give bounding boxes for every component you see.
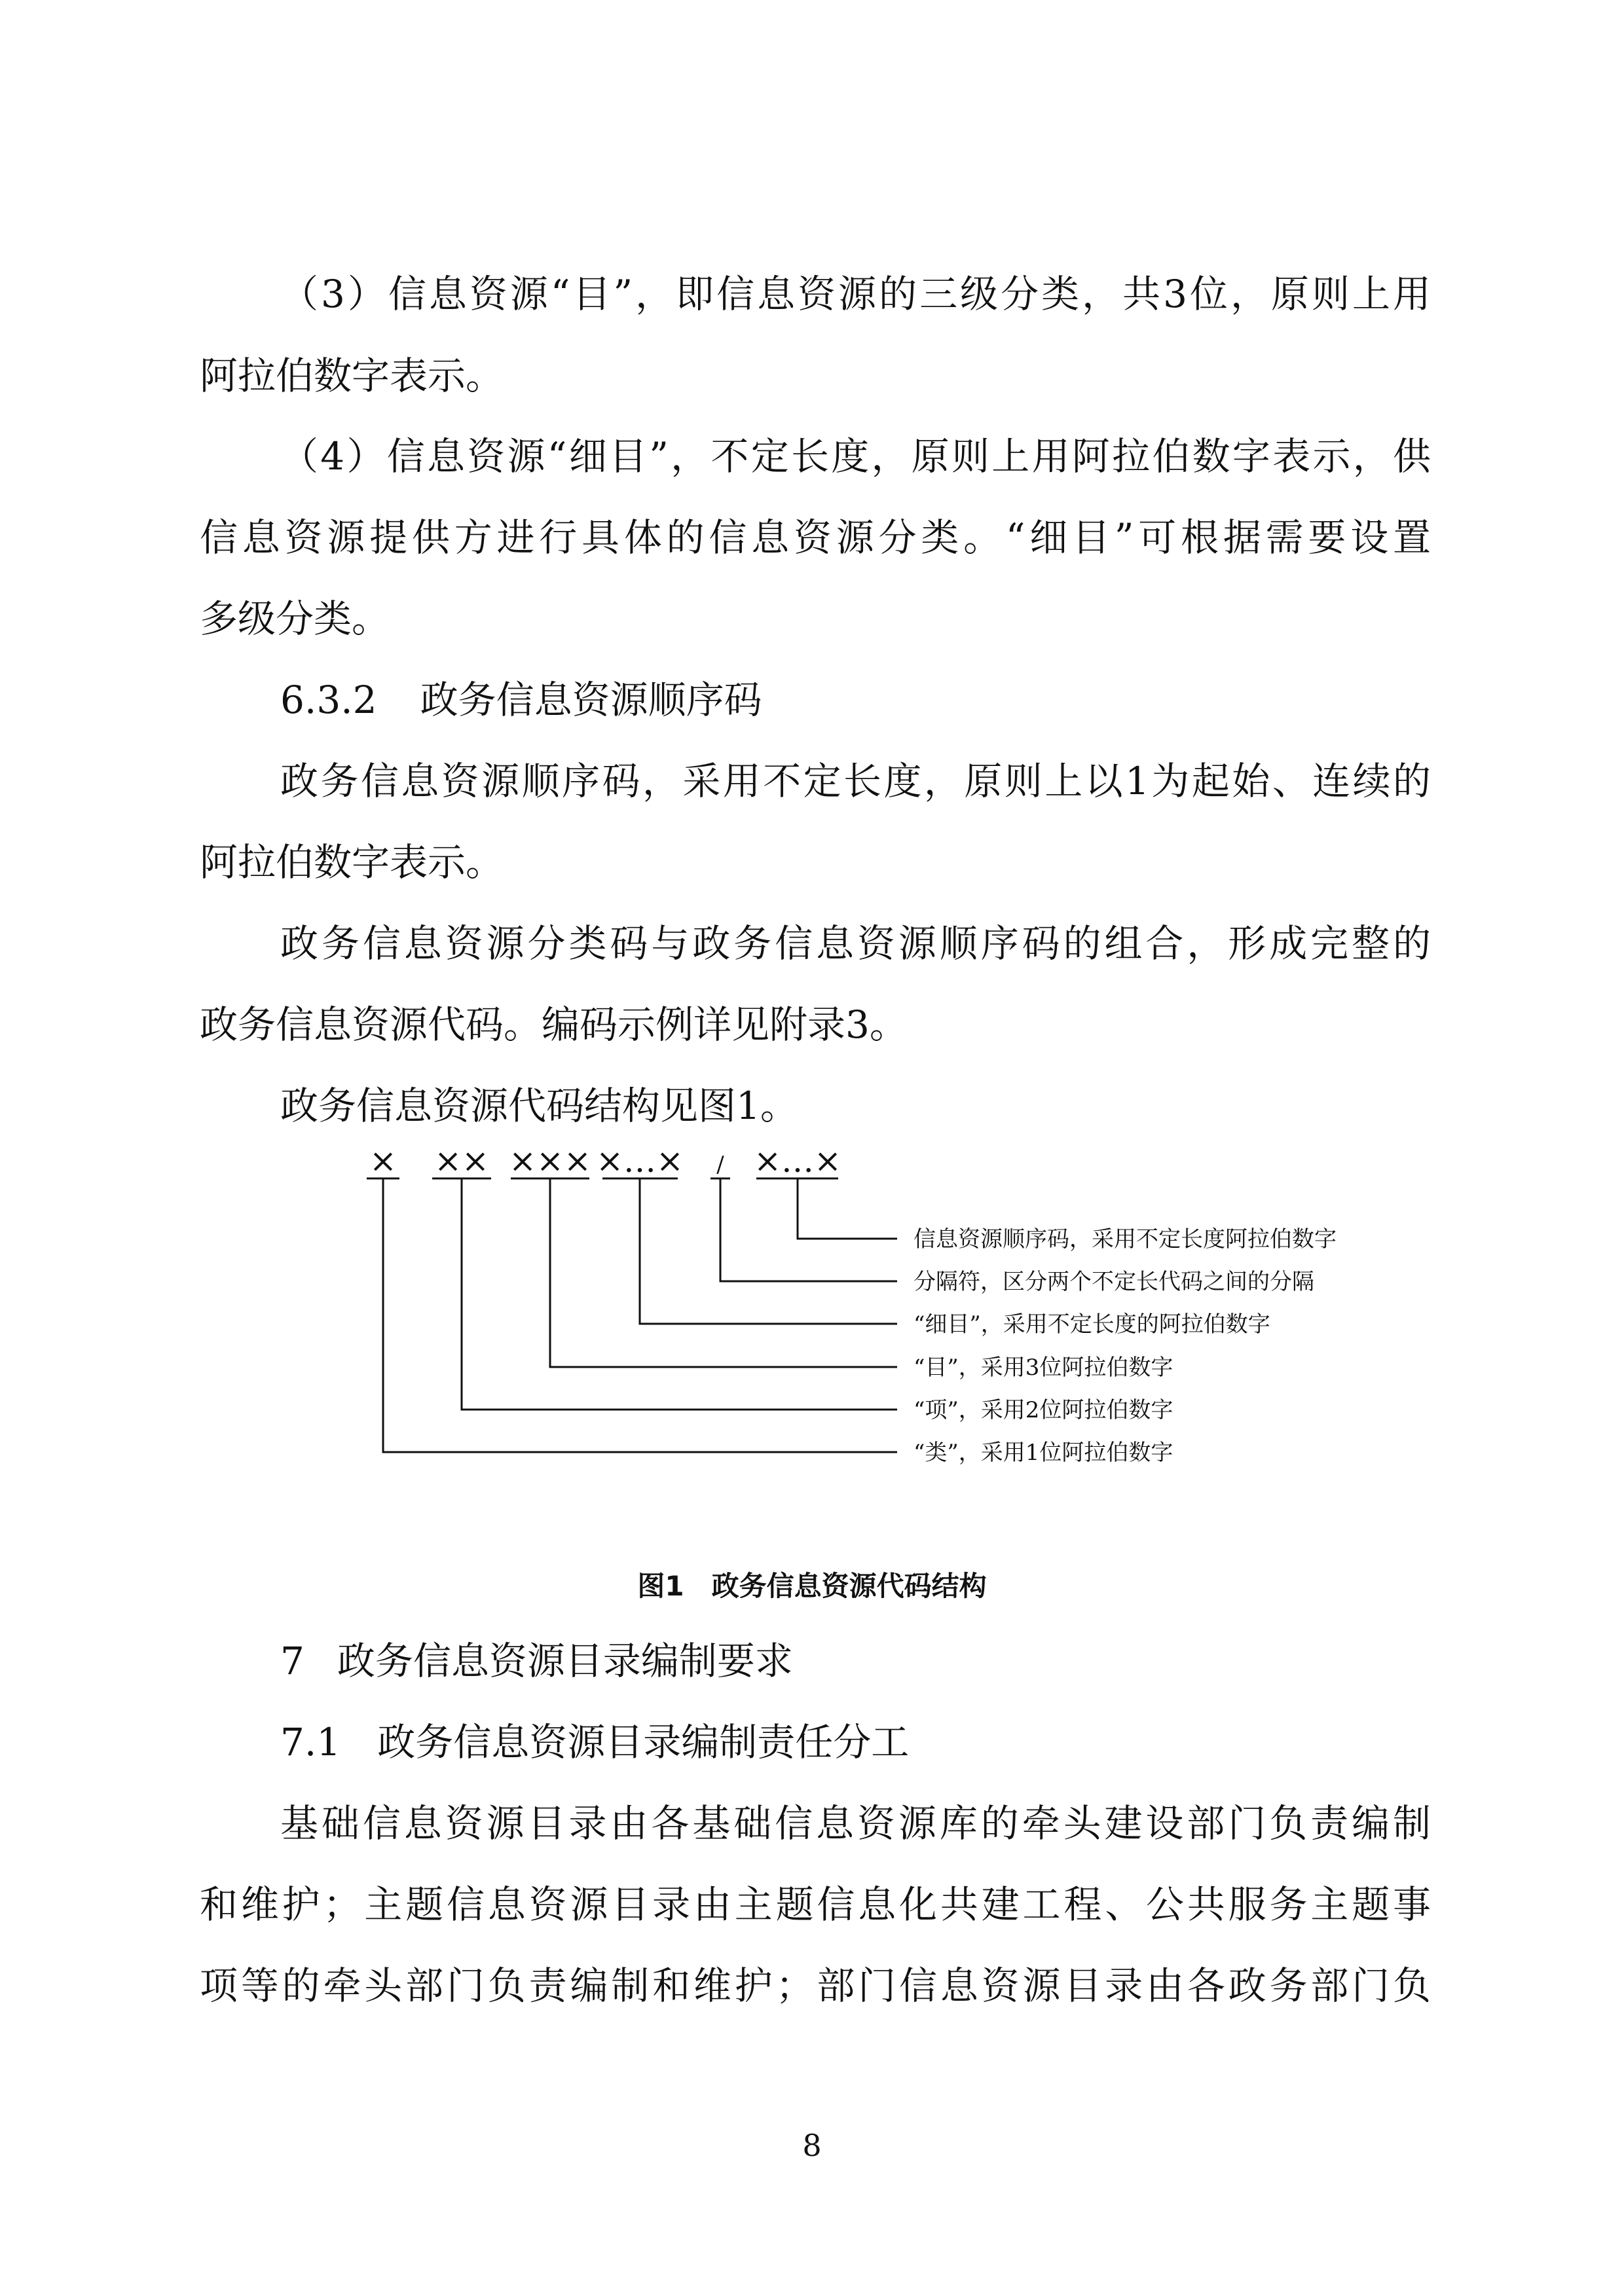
paragraph-line: （4）信息资源“细目”，不定长度，原则上用阿拉伯数字表示，供 [280, 434, 1431, 479]
figure-caption: 图1 政务信息资源代码结构 [637, 1570, 987, 1602]
figure-reference: 政务信息资源代码结构见图1。 [280, 1084, 798, 1128]
connector-line [550, 1178, 897, 1367]
code-structure-diagram [367, 1126, 1414, 1480]
code-class: × [369, 1142, 397, 1180]
diagram-label: 信息资源顺序码，采用不定长度阿拉伯数字 [913, 1226, 1337, 1252]
section-number: 7.1 [280, 1720, 341, 1764]
paragraph-line: 信息资源提供方进行具体的信息资源分类。“细目”可根据需要设置 [200, 515, 1431, 560]
section-number: 7 [280, 1639, 304, 1683]
diagram-label: “细目”，采用不定长度的阿拉伯数字 [913, 1311, 1270, 1338]
code-sequence: ×…× [754, 1142, 841, 1180]
connector-line [640, 1178, 897, 1324]
section-title: 政务信息资源目录编制要求 [337, 1639, 793, 1683]
diagram-label: “类”，采用1位阿拉伯数字 [913, 1440, 1173, 1466]
paragraph-line: 阿拉伯数字表示。 [200, 840, 504, 884]
code-detail: ×…× [596, 1142, 684, 1180]
section-heading-7-1 [280, 1720, 1431, 1764]
connector-line [462, 1178, 897, 1410]
page-number: 8 [802, 2128, 822, 2163]
code-item: ×× [434, 1142, 489, 1180]
section-title: 政务信息资源顺序码 [420, 678, 762, 722]
paragraph-line: （3）信息资源“目”，即信息资源的三级分类，共3位，原则上用 [280, 272, 1431, 316]
section-number: 6.3.2 [280, 678, 377, 722]
paragraph-line: 多级分类。 [200, 596, 390, 641]
diagram-label: “项”，采用2位阿拉伯数字 [913, 1397, 1173, 1423]
connector-line [798, 1178, 897, 1239]
paragraph-line: 阿拉伯数字表示。 [200, 354, 504, 398]
paragraph-line: 政务信息资源代码。编码示例详见附录3。 [200, 1002, 908, 1047]
paragraph-line: 基础信息资源目录由各基础信息资源库的牵头建设部门负责编制 [280, 1801, 1431, 1846]
connector-line [720, 1178, 897, 1281]
code-separator: / [716, 1152, 724, 1178]
section-title: 政务信息资源目录编制责任分工 [377, 1720, 910, 1764]
section-heading-6-3-2 [280, 678, 1431, 722]
paragraph-line: 政务信息资源分类码与政务信息资源顺序码的组合，形成完整的 [280, 921, 1431, 966]
paragraph-line: 和维护；主题信息资源目录由主题信息化共建工程、公共服务主题事 [200, 1882, 1431, 1927]
diagram-label: “目”，采用3位阿拉伯数字 [913, 1355, 1173, 1381]
paragraph-line: 项等的牵头部门负责编制和维护；部门信息资源目录由各政务部门负 [200, 1963, 1431, 2008]
paragraph-line: 政务信息资源顺序码，采用不定长度，原则上以1为起始、连续的 [280, 759, 1431, 803]
diagram-label: 分隔符，区分两个不定长代码之间的分隔 [913, 1269, 1314, 1295]
code-subitem: ××× [509, 1142, 591, 1180]
section-heading-7 [280, 1639, 1431, 1683]
